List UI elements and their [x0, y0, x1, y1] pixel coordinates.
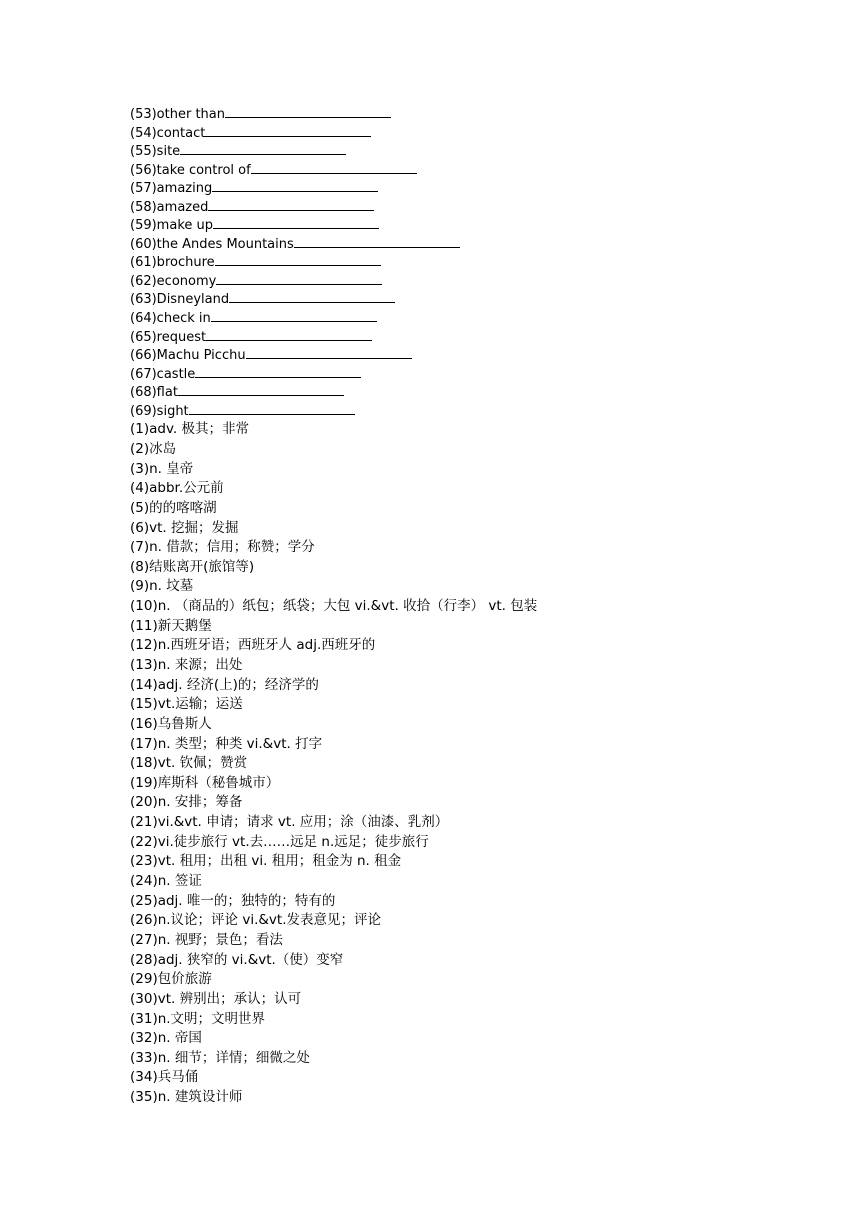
answer-blank[interactable]	[294, 235, 460, 248]
answer-item: (34)兵马俑	[130, 1069, 199, 1086]
vocab-prompt-item	[130, 253, 830, 272]
vocab-prompt-label: (53)other than	[130, 107, 225, 122]
answer-item: (26)n.议论；评论 vi.&vt.发表意见；评论	[130, 912, 381, 929]
answer-item: (32)n. 帝国	[130, 1030, 202, 1047]
vocab-prompt-item	[130, 216, 830, 235]
answer-item: (24)n. 签证	[130, 873, 202, 890]
answer-blank[interactable]	[246, 346, 412, 359]
vocab-prompt-label: (59)make up	[130, 218, 214, 234]
answer-blank[interactable]	[251, 161, 417, 174]
vocab-prompt-item	[130, 328, 830, 347]
vocab-prompt-label: (55)site	[130, 144, 181, 160]
vocab-prompt-item	[130, 235, 830, 254]
answer-blank[interactable]	[189, 402, 355, 415]
answer-item: (17)n. 类型；种类 vi.&vt. 打字	[130, 735, 323, 752]
answer-item: (31)n.文明；文明世界	[130, 1010, 266, 1027]
answer-item: (35)n. 建筑设计师	[130, 1089, 243, 1106]
answer-item: (10)n. （商品的）纸包；纸袋；大包 vi.&vt. 收拾（行李） vt. 包装	[130, 598, 538, 615]
answer-item: (6)vt. 挖掘；发掘	[130, 519, 239, 536]
answer-item: (8)结账离开(旅馆等)	[130, 558, 255, 575]
answer-item: (15)vt.运输；运送	[130, 696, 243, 713]
vocab-prompt-item	[130, 124, 830, 143]
answer-item: (7)n. 借款；信用；称赞；学分	[130, 539, 315, 556]
answer-blank[interactable]	[180, 142, 346, 155]
vocab-prompt-list	[130, 105, 830, 420]
vocab-prompt-item	[130, 161, 830, 180]
vocab-prompt-item	[130, 290, 830, 309]
answer-item: (4)abbr.公元前	[130, 480, 224, 497]
vocab-prompt-item	[130, 346, 830, 365]
vocab-prompt-item	[130, 179, 830, 198]
answer-item: (14)adj. 经济(上)的；经济学的	[130, 676, 319, 693]
answer-blank[interactable]	[213, 216, 379, 229]
vocab-prompt-label: (63)Disneyland	[130, 292, 230, 308]
answer-item: (28)adj. 狭窄的 vi.&vt.（使）变窄	[130, 951, 344, 968]
answer-blank[interactable]	[206, 328, 372, 341]
vocab-prompt-label: (60)the Andes Mountains	[130, 236, 294, 252]
vocab-prompt-label: (67)castle	[130, 366, 196, 382]
answer-list	[130, 420, 830, 1107]
answer-item: (1)adv. 极其；非常	[130, 421, 249, 438]
vocab-prompt-label: (58)amazed	[130, 199, 209, 215]
vocab-prompt-item	[130, 272, 830, 291]
answer-item: (13)n. 来源；出处	[130, 656, 243, 673]
answer-item: (16)乌鲁斯人	[130, 715, 212, 732]
answer-blank[interactable]	[225, 105, 391, 118]
answer-item: (12)n.西班牙语；西班牙人 adj.西班牙的	[130, 637, 376, 654]
vocab-prompt-item	[130, 402, 830, 421]
answer-blank[interactable]	[205, 124, 371, 137]
vocab-prompt-label: (68)flat	[130, 385, 178, 401]
vocab-prompt-label: (66)Machu Picchu	[130, 348, 246, 364]
answer-blank[interactable]	[216, 272, 382, 285]
vocab-prompt-label: (56)take control of	[130, 162, 251, 178]
vocab-prompt-label: (57)amazing	[130, 181, 213, 197]
answer-item: (21)vi.&vt. 申请；请求 vt. 应用；涂（油漆、乳剂）	[130, 814, 449, 831]
vocab-prompt-item	[130, 142, 830, 161]
vocab-prompt-label: (69)sight	[130, 403, 189, 419]
answer-item: (33)n. 细节；详情；细微之处	[130, 1049, 310, 1066]
answer-blank[interactable]	[195, 365, 361, 378]
vocab-prompt-item	[130, 198, 830, 217]
answer-item: (22)vi.徒步旅行 vt.去……远足 n.远足；徒步旅行	[130, 833, 429, 850]
vocab-prompt-label: (62)economy	[130, 273, 217, 289]
answer-blank[interactable]	[178, 383, 344, 396]
answer-blank[interactable]	[229, 290, 395, 303]
vocab-prompt-item	[130, 309, 830, 328]
vocab-prompt-item	[130, 365, 830, 384]
answer-blank[interactable]	[208, 198, 374, 211]
vocab-prompt-label: (54)contact	[130, 125, 206, 141]
vocab-prompt-item	[130, 105, 830, 124]
answer-blank[interactable]	[215, 253, 381, 266]
answer-item: (23)vt. 租用；出租 vi. 租用；租金为 n. 租金	[130, 853, 402, 870]
answer-item: (29)包价旅游	[130, 971, 212, 988]
vocab-prompt-label: (65)request	[130, 329, 207, 345]
answer-item: (3)n. 皇帝	[130, 460, 194, 477]
answer-item: (19)库斯科（秘鲁城市）	[130, 774, 280, 791]
answer-item: (30)vt. 辨别出；承认；认可	[130, 990, 302, 1007]
answer-item: (5)的的喀喀湖	[130, 499, 217, 516]
answer-blank[interactable]	[211, 309, 377, 322]
answer-item: (25)adj. 唯一的；独特的；特有的	[130, 892, 336, 909]
vocab-prompt-label: (61)brochure	[130, 255, 215, 271]
answer-item: (11)新天鹅堡	[130, 617, 212, 634]
answer-item: (2)冰岛	[130, 440, 177, 457]
answer-blank[interactable]	[212, 179, 378, 192]
worksheet-page	[130, 105, 830, 1108]
answer-item: (27)n. 视野；景色；看法	[130, 931, 283, 948]
answer-item: (18)vt. 钦佩；赞赏	[130, 755, 248, 772]
vocab-prompt-item	[130, 383, 830, 402]
vocab-prompt-label: (64)check in	[130, 311, 211, 327]
answer-item: (9)n. 坟墓	[130, 578, 194, 595]
answer-item: (20)n. 安排；筹备	[130, 794, 243, 811]
